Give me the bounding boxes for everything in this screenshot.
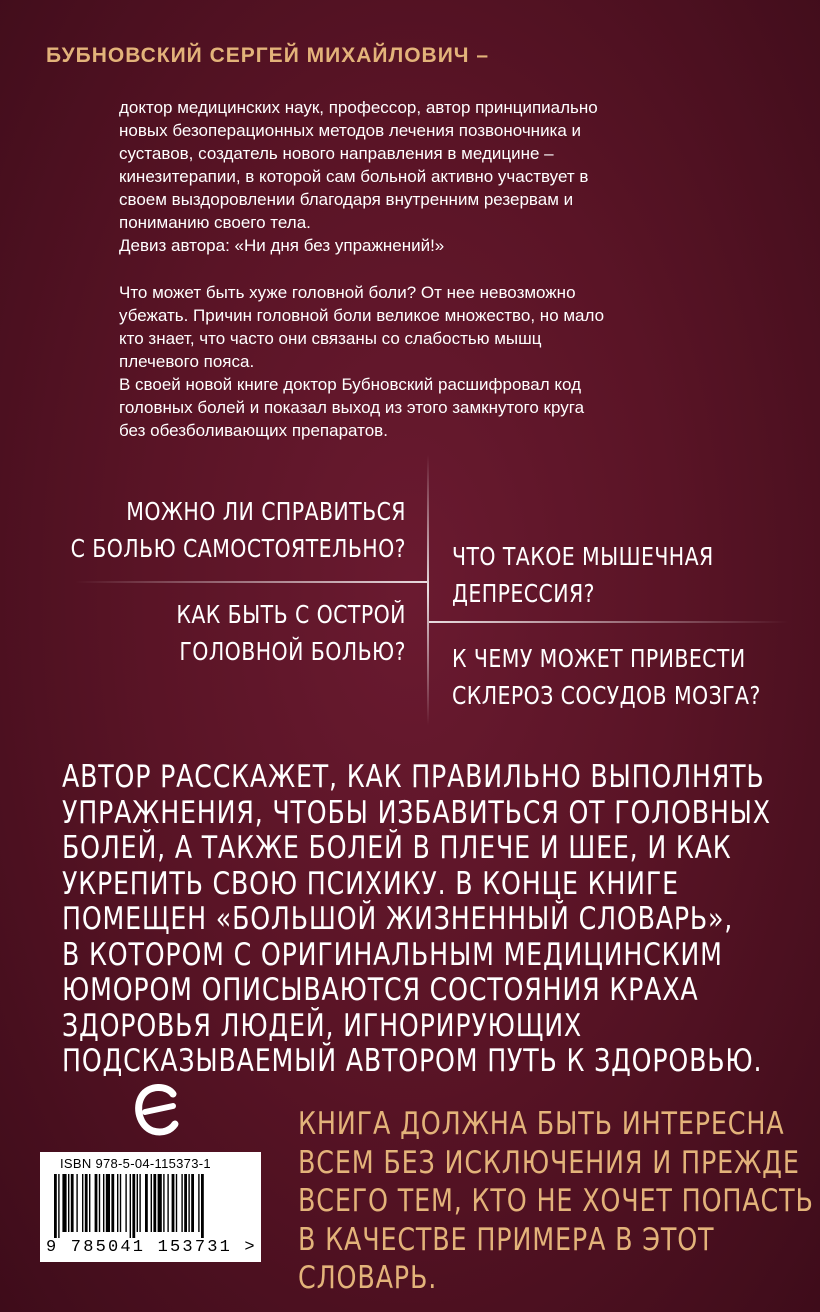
question-acute-headache	[176, 596, 406, 670]
horizontal-divider-left	[75, 581, 427, 583]
closing-line: В КАЧЕСТВЕ ПРИМЕРА В ЭТОТ	[298, 1221, 715, 1258]
description-line: без обезболивающих препаратов.	[119, 421, 388, 440]
closing-statement	[298, 1105, 814, 1298]
question-muscle-depression	[452, 538, 714, 612]
main-paragraph-line: ЗДОРОВЬЯ ЛЮДЕЙ, ИГНОРИРУЮЩИХ	[62, 1007, 583, 1044]
main-paragraph	[62, 760, 771, 1080]
eksmo-e-logo-icon	[133, 1082, 183, 1140]
main-paragraph-line: ПОМЕЩЕН «БОЛЬШОЙ ЖИЗНЕННЫЙ СЛОВАРЬ»,	[62, 901, 734, 937]
question-line: К ЧЕМУ МОЖЕТ ПРИВЕСТИ	[452, 644, 746, 673]
main-paragraph-line: УПРАЖНЕНИЯ, ЧТОБЫ ИЗБАВИТЬСЯ ОТ ГОЛОВНЫХ	[62, 794, 771, 831]
barcode-bars	[54, 1174, 250, 1238]
main-paragraph-line: БОЛЕЙ, А ТАКЖЕ БОЛЕЙ В ПЛЕЧЕ И ШЕЕ, И КАК	[62, 830, 732, 866]
bio-line: суставов, создатель нового направления в медицине –	[119, 144, 554, 163]
description-line: головных болей и показал выход из этого замкнутого круга	[119, 398, 585, 417]
description-line: плечевого пояса.	[119, 352, 255, 371]
description-line: убежать. Причин головной боли великое множество, но мало	[119, 306, 605, 325]
closing-line: КНИГА ДОЛЖНА БЫТЬ ИНТЕРЕСНА	[298, 1106, 785, 1142]
bio-line: кинезитерапии, в которой сам больной активно участвует в	[119, 167, 589, 186]
question-sclerosis	[452, 640, 761, 714]
question-line: ГОЛОВНОЙ БОЛЬЮ?	[179, 637, 406, 666]
description-line: В своей новой книге доктор Бубновский расшифровал код	[119, 375, 581, 394]
main-paragraph-line: АВТОР РАССКАЖЕТ, КАК ПРАВИЛЬНО ВЫПОЛНЯТЬ	[62, 759, 765, 795]
question-line: ДЕПРЕССИЯ?	[452, 579, 595, 608]
main-paragraph-line: В КОТОРОМ С ОРИГИНАЛЬНЫМ МЕДИЦИНСКИМ	[62, 936, 723, 973]
barcode-digits: 9 785041 153731 >	[46, 1238, 257, 1257]
bio-line: доктор медицинских наук, профессор, автор принципиально	[119, 98, 598, 117]
horizontal-divider-right	[429, 621, 789, 623]
isbn-number: ISBN 978-5-04-115373-1	[60, 1156, 211, 1171]
main-paragraph-line: ПОДСКАЗЫВАЕМЫЙ АВТОРОМ ПУТЬ К ЗДОРОВЬЮ.	[62, 1043, 763, 1079]
closing-line: ВСЕМ БЕЗ ИСКЛЮЧЕНИЯ И ПРЕЖДЕ	[298, 1144, 800, 1181]
question-line: КАК БЫТЬ С ОСТРОЙ	[176, 600, 406, 629]
bio-line: своем выздоровлении благодаря внутренним резервам и	[119, 190, 574, 209]
bio-line: пониманию своего тела.	[119, 213, 311, 232]
main-paragraph-line: ЮМОРОМ ОПИСЫВАЮТСЯ СОСТОЯНИЯ КРАХА	[62, 972, 699, 1008]
closing-line: СЛОВАРЬ.	[298, 1260, 438, 1296]
bio-line: Девиз автора: «Ни дня без упражнений!»	[119, 236, 445, 255]
vertical-divider	[427, 455, 429, 725]
question-self-help	[71, 493, 406, 567]
main-paragraph-line: УКРЕПИТЬ СВОЮ ПСИХИКУ. В КОНЦЕ КНИГЕ	[62, 865, 679, 902]
question-line: МОЖНО ЛИ СПРАВИТЬСЯ	[126, 497, 406, 526]
question-line: С БОЛЬЮ САМОСТОЯТЕЛЬНО?	[70, 534, 406, 563]
isbn-barcode	[40, 1152, 261, 1262]
author-name: БУБНОВСКИЙ СЕРГЕЙ МИХАЙЛОВИЧ –	[46, 44, 490, 67]
question-line: ЧТО ТАКОЕ МЫШЕЧНАЯ	[452, 542, 714, 571]
description-line: кто знает, что часто они связаны со слабостью мышц	[119, 329, 542, 348]
description-line: Что может быть хуже головной боли? От нее невозможно	[119, 283, 576, 302]
bio-line: новых безоперационных методов лечения позвоночника и	[119, 121, 582, 140]
closing-line: ВСЕГО ТЕМ, КТО НЕ ХОЧЕТ ПОПАСТЬ	[298, 1183, 814, 1219]
question-line: СКЛЕРОЗ СОСУДОВ МОЗГА?	[452, 681, 761, 710]
